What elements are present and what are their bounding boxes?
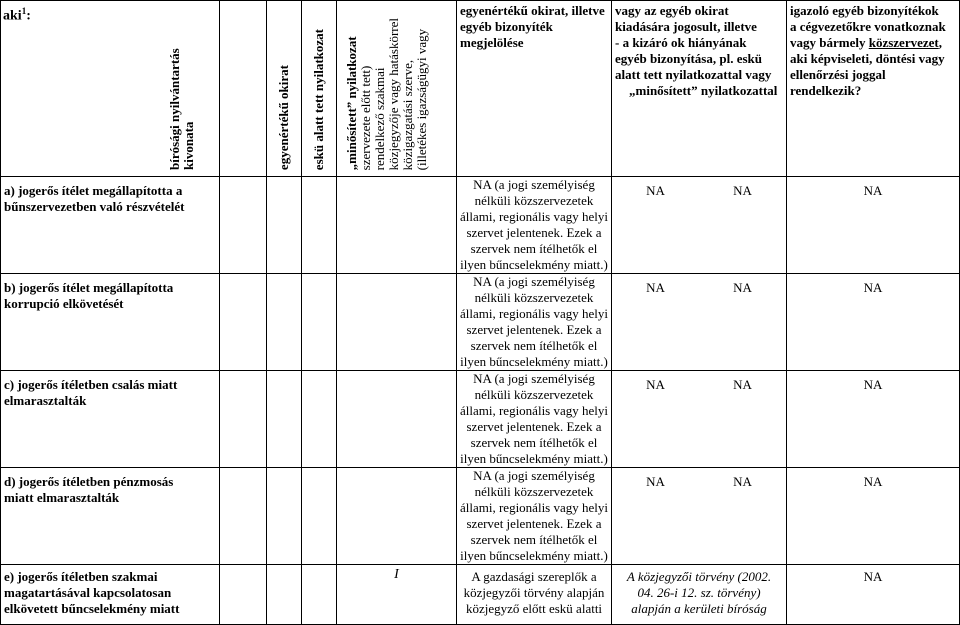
header-qualified-statement: „minősített” nyilatkozat szervezete előtt tett) rendelkező szakmai közjegyzője vagy hatáskörrel közigazgatási szerve, (illetékes igazságügyi vagy: [337, 1, 457, 177]
header-row: [1, 1, 960, 177]
cell-empty: [302, 371, 337, 468]
cell-empty: [267, 177, 302, 274]
table-row: [1, 468, 960, 565]
cell-empty: [220, 468, 267, 565]
cell-evidence: NA: [787, 371, 960, 468]
cell-evidence: NA: [787, 565, 960, 625]
cell-empty: [267, 371, 302, 468]
cell-issuer: NA NA: [612, 274, 787, 371]
row-label: b) jogerős ítélet megállapította korrupció elkövetését: [1, 274, 220, 371]
cell-mark: I: [337, 565, 457, 625]
cell-na-explanation: NA (a jogi személyiség nélküli közszervezetek állami, regionális vagy helyi szervet jelentenek. Ezek a szervek nem ítélhetők el ilyen bűncselekmény miatt.): [457, 468, 612, 565]
table-row: [1, 177, 960, 274]
row-label: e) jogerős ítéletben szakmai magatartásával kapcsolatosan elkövetett bűncselekmény miatt: [1, 565, 220, 625]
header-who: aki$^1$:: [1, 1, 220, 177]
row-label: c) jogerős ítéletben csalás miatt elmarasztalták: [1, 371, 220, 468]
cell-empty: [220, 371, 267, 468]
cell-empty: [267, 565, 302, 625]
cell-na-explanation: NA (a jogi személyiség nélküli közszervezetek állami, regionális vagy helyi szervet jelentenek. Ezek a szervek nem ítélhetők el ilyen bűncselekmény miatt.): [457, 371, 612, 468]
cell-empty: [220, 177, 267, 274]
header-equivalent-document: egyenértékű okirat: [267, 1, 302, 177]
cell-document: A gazdasági szereplők a közjegyzői törvény alapján közjegyző előtt eskü alatti: [457, 565, 612, 625]
table-row: [1, 371, 960, 468]
cell-empty: [302, 177, 337, 274]
cell-evidence: NA: [787, 468, 960, 565]
cell-empty: [267, 468, 302, 565]
cell-issuer: NA NA: [612, 177, 787, 274]
row-label: a) jogerős ítélet megállapította a bűnszervezetben való részvételét: [1, 177, 220, 274]
cell-empty: [337, 177, 457, 274]
cell-empty: [337, 274, 457, 371]
table-row: [1, 274, 960, 371]
header-issuer: vagy az egyéb okirat kiadására jogosult, illetve - a kizáró ok hiányának egyéb bizonyítása, pl. eskü alatt tett nyilatkozattal vagy „minősített” nyilatkozattal: [612, 1, 787, 177]
cell-evidence: NA: [787, 274, 960, 371]
cell-empty: [220, 274, 267, 371]
cell-na-explanation: NA (a jogi személyiség nélküli közszervezetek állami, regionális vagy helyi szervet jelentenek. Ezek a szervek nem ítélhetők el ilyen bűncselekmény miatt.): [457, 274, 612, 371]
header-evidence-scope: igazoló egyéb bizonyítékok a cégvezetőkre vonatkoznak vagy bármely közszervezet, aki képviseleti, döntési vagy ellenőrzési joggal rendelkezik?: [787, 1, 960, 177]
row-label: d) jogerős ítéletben pénzmosás miatt elmarasztalták: [1, 468, 220, 565]
cell-issuer: A közjegyzői törvény (2002. 04. 26-i 12. sz. törvény) alapján a kerületi bíróság: [612, 565, 787, 625]
cell-empty: [302, 274, 337, 371]
cell-issuer: NA NA: [612, 371, 787, 468]
cell-empty: [302, 565, 337, 625]
cell-empty: [337, 371, 457, 468]
cell-issuer: NA NA: [612, 468, 787, 565]
cell-na-explanation: NA (a jogi személyiség nélküli közszervezetek állami, regionális vagy helyi szervet jelentenek. Ezek a szervek nem ítélhetők el ilyen bűncselekmény miatt.): [457, 177, 612, 274]
header-document-designation: egyenértékű okirat, illetve egyéb bizonyíték megjelölése: [457, 1, 612, 177]
table-row: [1, 565, 960, 625]
cell-empty: [302, 468, 337, 565]
cell-evidence: NA: [787, 177, 960, 274]
header-sworn-statement: eskü alatt tett nyilatkozat: [302, 1, 337, 177]
cell-empty: [220, 565, 267, 625]
cell-empty: [267, 274, 302, 371]
header-criminal-record: bírósági nyilvántartás kivonata: [220, 1, 267, 177]
cell-empty: [337, 468, 457, 565]
